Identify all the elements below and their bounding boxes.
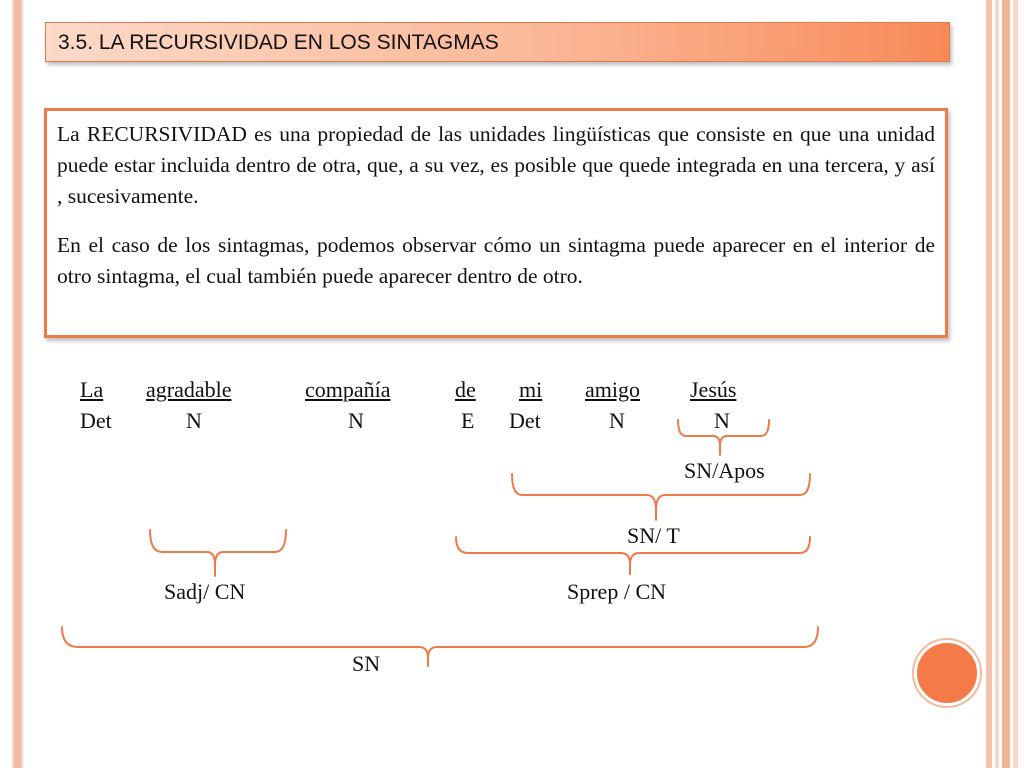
- label-sn-t: SN/ T: [627, 523, 680, 548]
- bracket-sn: [62, 627, 818, 666]
- tag-det-la: Det: [80, 408, 112, 433]
- tag-n-agradable: N: [186, 408, 202, 433]
- right-decor-stripe-1: [986, 0, 992, 768]
- right-decor-stripe-4: [1013, 0, 1018, 768]
- label-sprep-cn: Sprep / CN: [567, 579, 666, 604]
- tag-n-jesus: N: [714, 408, 730, 433]
- word-la: La: [80, 377, 104, 402]
- word-de: de: [455, 377, 476, 402]
- tag-e-de: E: [461, 408, 475, 433]
- slide-title: 3.5. LA RECURSIVIDAD EN LOS SINTAGMAS: [58, 31, 499, 54]
- definition-paragraph: La RECURSIVIDAD es una propiedad de las unidades lingüísticas que consiste en que una unidad puede estar incluida dentro de otra, que, a su vez, es posible que quede integrada en una tercera, y así , sucesivamente.: [57, 122, 935, 208]
- right-decor-stripe-2: [995, 0, 999, 768]
- tag-n-compania: N: [348, 408, 364, 433]
- example-paragraph: En el caso de los sintagmas, podemos observar cómo un sintagma puede aparecer en el interior de otro sintagma, el cual también puede aparecer dentro de otro.: [57, 233, 935, 288]
- word-amigo: amigo: [585, 377, 640, 402]
- decorative-circle: [914, 640, 980, 706]
- bracket-sadj: [150, 530, 286, 576]
- word-mi: mi: [519, 377, 543, 402]
- label-sn-apos: SN/Apos: [684, 458, 765, 483]
- left-decor-stripe: [12, 0, 23, 768]
- word-jesus: Jesús: [690, 377, 737, 402]
- label-sn: SN: [352, 651, 381, 676]
- tag-det-mi: Det: [509, 408, 541, 433]
- definition-box: [44, 108, 948, 338]
- word-compania: compañía: [305, 377, 391, 402]
- bracket-sn-t: [512, 474, 810, 520]
- label-sadj-cn: Sadj/ CN: [164, 579, 246, 604]
- right-decor-stripe-3: [1002, 0, 1010, 768]
- slide-title-bar: [45, 22, 950, 62]
- word-agradable: agradable: [146, 377, 232, 402]
- tag-n-amigo: N: [609, 408, 625, 433]
